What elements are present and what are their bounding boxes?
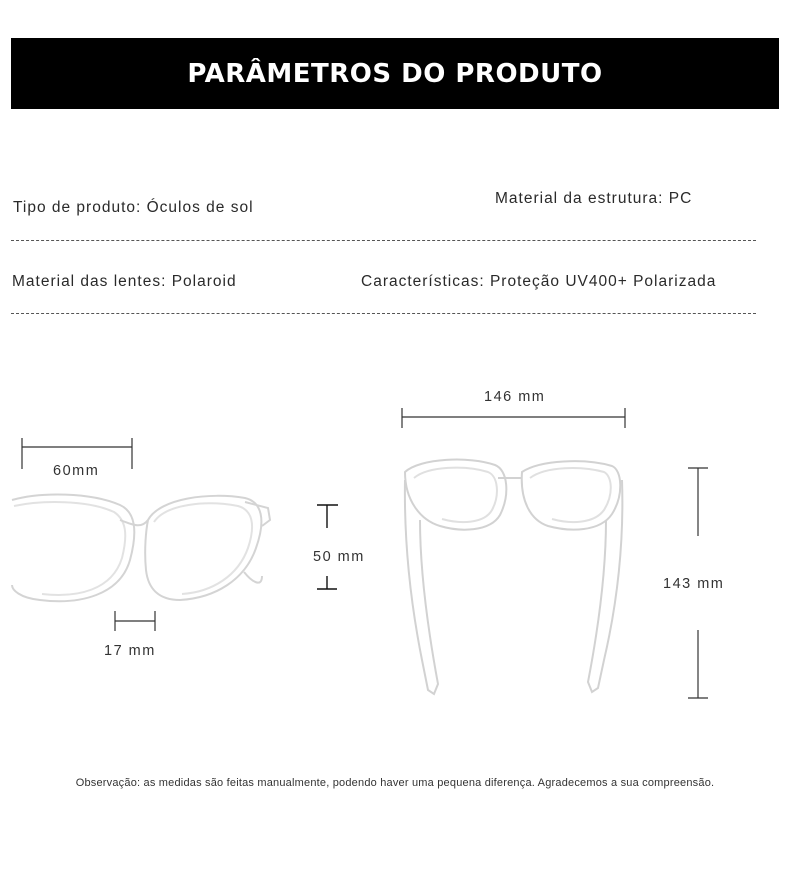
- glasses-top-view: [405, 460, 622, 694]
- spec-product-type: Tipo de produto: Óculos de sol: [13, 199, 254, 216]
- frame-width-label: 146 mm: [484, 389, 546, 405]
- lens-height-dimension-line: [317, 505, 338, 589]
- spec-frame-material: Material da estrutura: PC: [495, 190, 693, 207]
- lens-height-label: 50 mm: [313, 549, 365, 565]
- frame-width-dimension-line: [402, 408, 625, 428]
- glasses-front-view: [12, 495, 270, 602]
- temple-length-label: 143 mm: [663, 576, 725, 592]
- spec-lens-material: Material das lentes: Polaroid: [12, 273, 237, 290]
- lens-width-label: 60mm: [53, 463, 100, 479]
- spec-features: Características: Proteção UV400+ Polarizada: [361, 273, 717, 290]
- bridge-width-dimension-line: [115, 611, 155, 631]
- bridge-width-label: 17 mm: [104, 643, 156, 659]
- footer-note: Observação: as medidas são feitas manualmente, podendo haver uma pequena diferença. Agradecemos a sua compreensão.: [75, 777, 715, 789]
- page-title: PARÂMETROS DO PRODUTO: [187, 58, 603, 89]
